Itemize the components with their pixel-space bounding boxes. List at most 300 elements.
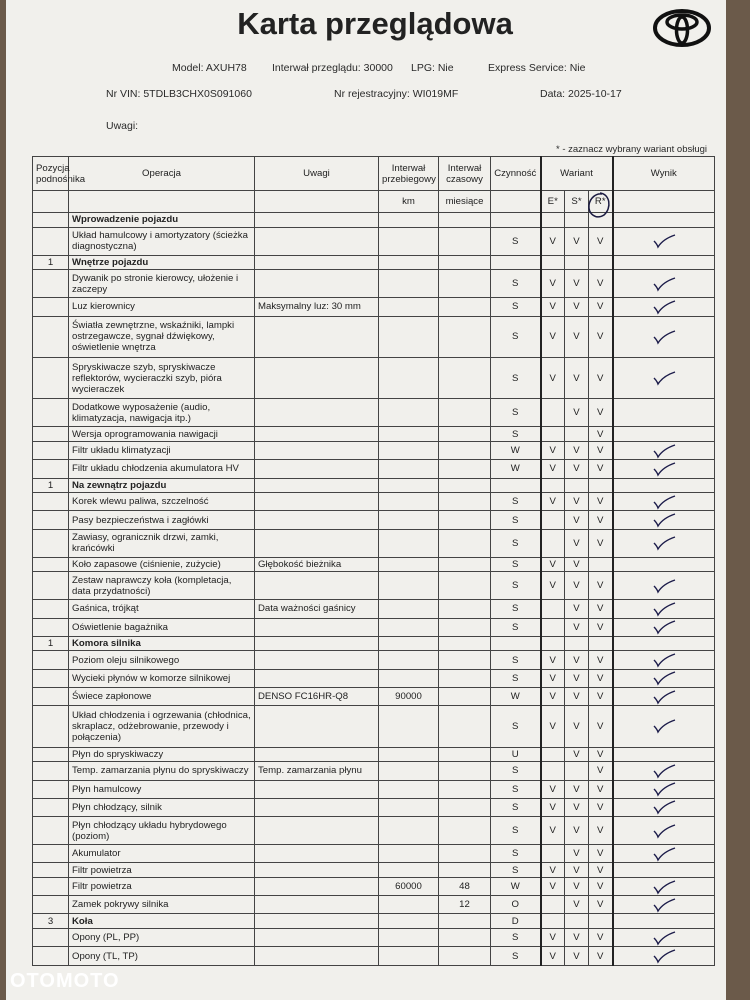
cell-result — [613, 687, 715, 705]
col-variant-s: S* — [565, 191, 589, 213]
cell-cz: S — [491, 316, 541, 357]
cell-cz — [491, 213, 541, 228]
cell-uw — [255, 460, 379, 478]
cell-op: Wprowadzenie pojazdu — [69, 213, 255, 228]
cell-r: V — [589, 427, 613, 442]
cell-e — [541, 213, 565, 228]
cell-result — [613, 651, 715, 669]
cell-cz: S — [491, 600, 541, 618]
cell-e: V — [541, 441, 565, 459]
toyota-logo-icon — [652, 8, 712, 48]
checkmark-icon — [651, 719, 677, 733]
table-row — [33, 493, 715, 511]
cell-e: V — [541, 298, 565, 316]
cell-pos — [33, 762, 69, 780]
cell-r — [589, 914, 613, 929]
cell-uw — [255, 929, 379, 947]
cell-r: V — [589, 399, 613, 427]
page-title: Karta przeglądowa — [237, 6, 513, 41]
cell-r: V — [589, 896, 613, 914]
cell-result — [613, 227, 715, 255]
cell-s — [565, 427, 589, 442]
remarks-label: Uwagi: — [106, 120, 139, 132]
cell-s — [565, 636, 589, 651]
cell-cz: S — [491, 270, 541, 298]
cell-cz: S — [491, 780, 541, 798]
cell-mc — [439, 270, 491, 298]
checkmark-icon — [651, 579, 677, 593]
cell-e: V — [541, 687, 565, 705]
cell-op: Wycieki płynów w komorze silnikowej — [69, 669, 255, 687]
cell-km — [379, 572, 439, 600]
cell-s: V — [565, 270, 589, 298]
table-row — [33, 227, 715, 255]
cell-cz: S — [491, 817, 541, 845]
checkmark-icon — [651, 931, 677, 945]
cell-e — [541, 478, 565, 493]
cell-km — [379, 780, 439, 798]
checkmark-icon — [651, 782, 677, 796]
cell-e: V — [541, 798, 565, 816]
cell-e: V — [541, 929, 565, 947]
cell-r: V — [589, 493, 613, 511]
cell-uw — [255, 845, 379, 863]
cell-uw — [255, 270, 379, 298]
cell-r: V — [589, 227, 613, 255]
table-row — [33, 618, 715, 636]
cell-op: Na zewnątrz pojazdu — [69, 478, 255, 493]
cell-mc — [439, 441, 491, 459]
cell-cz: S — [491, 399, 541, 427]
cell-e — [541, 762, 565, 780]
cell-e — [541, 255, 565, 270]
cell-s: V — [565, 618, 589, 636]
cell-cz: W — [491, 877, 541, 895]
cell-op: Układ hamulcowy i amortyzatory (ścieżka diagnostyczna) — [69, 227, 255, 255]
cell-s: V — [565, 947, 589, 966]
cell-uw — [255, 427, 379, 442]
cell-pos — [33, 227, 69, 255]
table-row — [33, 460, 715, 478]
cell-mc — [439, 557, 491, 572]
cell-e: V — [541, 817, 565, 845]
cell-result — [613, 557, 715, 572]
cell-pos — [33, 357, 69, 398]
cell-pos — [33, 651, 69, 669]
table-body — [33, 213, 715, 966]
cell-op: Światła zewnętrzne, wskaźniki, lampki ostrzegawcze, sygnał dźwiękowy, oświetlenie wnętrza — [69, 316, 255, 357]
cell-r: V — [589, 747, 613, 762]
cell-uw — [255, 441, 379, 459]
cell-r: V — [589, 441, 613, 459]
col-empty — [33, 191, 69, 213]
express-service-info: Express Service: Nie — [488, 62, 586, 74]
cell-r: V — [589, 669, 613, 687]
cell-r: V — [589, 947, 613, 966]
cell-km — [379, 427, 439, 442]
cell-r: V — [589, 863, 613, 878]
cell-pos — [33, 706, 69, 747]
cell-uw — [255, 817, 379, 845]
section-row — [33, 914, 715, 929]
cell-mc — [439, 478, 491, 493]
cell-cz: S — [491, 669, 541, 687]
cell-pos — [33, 511, 69, 529]
cell-uw — [255, 511, 379, 529]
cell-pos — [33, 529, 69, 557]
cell-result — [613, 316, 715, 357]
cell-result — [613, 817, 715, 845]
cell-cz: S — [491, 762, 541, 780]
cell-km — [379, 947, 439, 966]
cell-uw — [255, 914, 379, 929]
cell-cz: S — [491, 706, 541, 747]
cell-pos — [33, 817, 69, 845]
cell-cz: S — [491, 227, 541, 255]
section-row — [33, 478, 715, 493]
cell-r: V — [589, 706, 613, 747]
cell-e: V — [541, 947, 565, 966]
cell-km — [379, 636, 439, 651]
interval-info: Interwał przeglądu: 30000 — [272, 62, 393, 74]
table-row — [33, 600, 715, 618]
cell-km — [379, 493, 439, 511]
cell-result — [613, 600, 715, 618]
cell-uw — [255, 798, 379, 816]
cell-mc — [439, 427, 491, 442]
cell-km — [379, 460, 439, 478]
cell-e — [541, 427, 565, 442]
cell-cz: S — [491, 529, 541, 557]
table-row — [33, 817, 715, 845]
cell-op: Układ chłodzenia i ogrzewania (chłodnica, skraplacz, odżebrowanie, przewody i połączenia) — [69, 706, 255, 747]
cell-op: Spryskiwacze szyb, spryskiwacze reflektorów, wycieraczki szyb, pióra wycieraczek — [69, 357, 255, 398]
cell-e: V — [541, 669, 565, 687]
checkmark-icon — [651, 495, 677, 509]
cell-r: V — [589, 929, 613, 947]
cell-uw — [255, 529, 379, 557]
cell-op: Komora silnika — [69, 636, 255, 651]
cell-op: Filtr powietrza — [69, 877, 255, 895]
cell-uw: Maksymalny luz: 30 mm — [255, 298, 379, 316]
cell-op: Zestaw naprawczy koła (kompletacja, data przydatności) — [69, 572, 255, 600]
section-row — [33, 255, 715, 270]
cell-cz: S — [491, 511, 541, 529]
cell-op: Wnętrze pojazdu — [69, 255, 255, 270]
cell-s: V — [565, 747, 589, 762]
cell-mc — [439, 762, 491, 780]
cell-op: Dywanik po stronie kierowcy, ułożenie i zaczepy — [69, 270, 255, 298]
cell-cz: S — [491, 357, 541, 398]
table-row — [33, 441, 715, 459]
cell-r: V — [589, 460, 613, 478]
checkmark-icon — [651, 653, 677, 667]
cell-result — [613, 441, 715, 459]
cell-s: V — [565, 399, 589, 427]
cell-uw: Głębokość bieżnika — [255, 557, 379, 572]
table-row — [33, 929, 715, 947]
cell-cz — [491, 478, 541, 493]
cell-km — [379, 557, 439, 572]
cell-mc — [439, 529, 491, 557]
cell-r — [589, 255, 613, 270]
cell-e: V — [541, 316, 565, 357]
cell-s — [565, 478, 589, 493]
cell-pos — [33, 687, 69, 705]
cell-result — [613, 255, 715, 270]
cell-mc — [439, 780, 491, 798]
section-row — [33, 636, 715, 651]
col-empty — [613, 191, 715, 213]
cell-cz: S — [491, 845, 541, 863]
cell-r: V — [589, 298, 613, 316]
cell-km — [379, 255, 439, 270]
cell-pos — [33, 780, 69, 798]
cell-km — [379, 929, 439, 947]
col-action: Czynność — [491, 157, 541, 191]
cell-cz: S — [491, 298, 541, 316]
cell-r: V — [589, 687, 613, 705]
cell-km — [379, 762, 439, 780]
cell-mc — [439, 357, 491, 398]
cell-r: V — [589, 270, 613, 298]
cell-op: Luz kierownicy — [69, 298, 255, 316]
table-row — [33, 316, 715, 357]
cell-r: V — [589, 845, 613, 863]
checkmark-icon — [651, 800, 677, 814]
cell-cz: S — [491, 651, 541, 669]
cell-mc — [439, 213, 491, 228]
cell-s: V — [565, 511, 589, 529]
cell-km: 60000 — [379, 877, 439, 895]
cell-result — [613, 914, 715, 929]
checkmark-icon — [651, 690, 677, 704]
cell-result — [613, 706, 715, 747]
cell-mc — [439, 316, 491, 357]
lpg-info: LPG: Nie — [411, 62, 454, 74]
col-km: km — [379, 191, 439, 213]
table-row — [33, 762, 715, 780]
cell-km — [379, 914, 439, 929]
checkmark-icon — [651, 444, 677, 458]
cell-r: V — [589, 798, 613, 816]
cell-km — [379, 651, 439, 669]
cell-pos — [33, 399, 69, 427]
cell-cz: S — [491, 863, 541, 878]
cell-km — [379, 316, 439, 357]
cell-mc — [439, 687, 491, 705]
cell-cz: W — [491, 460, 541, 478]
checkmark-icon — [651, 764, 677, 778]
cell-pos — [33, 427, 69, 442]
cell-mc: 48 — [439, 877, 491, 895]
checkmark-icon — [651, 671, 677, 685]
checkmark-icon — [651, 277, 677, 291]
cell-uw — [255, 780, 379, 798]
checkmark-icon — [651, 513, 677, 527]
cell-r: V — [589, 780, 613, 798]
cell-e — [541, 896, 565, 914]
cell-s: V — [565, 557, 589, 572]
cell-pos — [33, 877, 69, 895]
cell-cz — [491, 636, 541, 651]
cell-mc — [439, 929, 491, 947]
cell-uw — [255, 478, 379, 493]
cell-op: Zamek pokrywy silnika — [69, 896, 255, 914]
table-row — [33, 427, 715, 442]
cell-s: V — [565, 896, 589, 914]
table-row — [33, 863, 715, 878]
cell-uw — [255, 572, 379, 600]
date-info: Data: 2025-10-17 — [540, 88, 622, 100]
cell-km — [379, 298, 439, 316]
cell-result — [613, 298, 715, 316]
cell-result — [613, 399, 715, 427]
cell-mc — [439, 493, 491, 511]
cell-km — [379, 706, 439, 747]
cell-r: V — [589, 529, 613, 557]
cell-op: Filtr układu klimatyzacji — [69, 441, 255, 459]
cell-op: Opony (TL, TP) — [69, 947, 255, 966]
cell-result — [613, 798, 715, 816]
cell-r — [589, 557, 613, 572]
cell-km — [379, 817, 439, 845]
cell-r — [589, 478, 613, 493]
cell-s — [565, 914, 589, 929]
cell-pos: 1 — [33, 255, 69, 270]
cell-s: V — [565, 863, 589, 878]
cell-cz: S — [491, 572, 541, 600]
cell-e: V — [541, 572, 565, 600]
cell-e — [541, 399, 565, 427]
cell-e: V — [541, 780, 565, 798]
cell-km — [379, 845, 439, 863]
col-variant-r: R* — [589, 191, 613, 213]
table-row — [33, 877, 715, 895]
cell-s: V — [565, 845, 589, 863]
cell-e: V — [541, 557, 565, 572]
cell-r: V — [589, 877, 613, 895]
table-row — [33, 651, 715, 669]
cell-mc — [439, 914, 491, 929]
checkmark-icon — [651, 234, 677, 248]
cell-pos — [33, 441, 69, 459]
cell-s: V — [565, 877, 589, 895]
cell-s: V — [565, 441, 589, 459]
cell-mc — [439, 845, 491, 863]
checkmark-icon — [651, 462, 677, 476]
cell-r: V — [589, 817, 613, 845]
cell-s: V — [565, 357, 589, 398]
cell-e — [541, 747, 565, 762]
cell-result — [613, 929, 715, 947]
cell-pos — [33, 600, 69, 618]
cell-e: V — [541, 706, 565, 747]
cell-op: Świece zapłonowe — [69, 687, 255, 705]
cell-pos — [33, 213, 69, 228]
cell-pos — [33, 747, 69, 762]
table-row — [33, 529, 715, 557]
cell-km — [379, 896, 439, 914]
cell-s: V — [565, 817, 589, 845]
cell-result — [613, 618, 715, 636]
cell-result — [613, 427, 715, 442]
cell-op: Płyn chłodzący, silnik — [69, 798, 255, 816]
cell-uw — [255, 863, 379, 878]
cell-s — [565, 762, 589, 780]
checkmark-icon — [651, 371, 677, 385]
cell-mc — [439, 511, 491, 529]
cell-mc — [439, 863, 491, 878]
cell-op: Koła — [69, 914, 255, 929]
cell-pos — [33, 493, 69, 511]
cell-result — [613, 572, 715, 600]
cell-uw — [255, 227, 379, 255]
cell-r: V — [589, 651, 613, 669]
cell-op: Wersja oprogramowania nawigacji — [69, 427, 255, 442]
cell-op: Poziom oleju silnikowego — [69, 651, 255, 669]
cell-result — [613, 270, 715, 298]
cell-pos: 3 — [33, 914, 69, 929]
table-row — [33, 399, 715, 427]
cell-cz: W — [491, 441, 541, 459]
checkmark-icon — [651, 880, 677, 894]
cell-pos — [33, 460, 69, 478]
cell-uw — [255, 877, 379, 895]
cell-mc — [439, 572, 491, 600]
table-row — [33, 780, 715, 798]
cell-uw: Data ważności gaśnicy — [255, 600, 379, 618]
cell-op: Dodatkowe wyposażenie (audio, klimatyzacja, nawigacja itp.) — [69, 399, 255, 427]
cell-pos — [33, 845, 69, 863]
cell-result — [613, 493, 715, 511]
col-position: Pozycja podnośnika — [33, 157, 69, 191]
cell-uw — [255, 357, 379, 398]
cell-km: 90000 — [379, 687, 439, 705]
col-empty — [255, 191, 379, 213]
cell-pos — [33, 557, 69, 572]
cell-op: Opony (PL, PP) — [69, 929, 255, 947]
table-row — [33, 706, 715, 747]
cell-mc — [439, 947, 491, 966]
col-operation: Operacja — [69, 157, 255, 191]
cell-e: V — [541, 493, 565, 511]
cell-mc — [439, 669, 491, 687]
cell-result — [613, 636, 715, 651]
cell-km — [379, 441, 439, 459]
cell-e — [541, 600, 565, 618]
inspection-table — [32, 156, 715, 966]
table-row — [33, 845, 715, 863]
table-row — [33, 687, 715, 705]
checkmark-icon — [651, 602, 677, 616]
checkmark-icon — [651, 898, 677, 912]
cell-km — [379, 529, 439, 557]
cell-mc — [439, 618, 491, 636]
cell-s: V — [565, 929, 589, 947]
cell-km — [379, 600, 439, 618]
cell-uw — [255, 747, 379, 762]
cell-mc — [439, 636, 491, 651]
col-empty — [491, 191, 541, 213]
cell-mc: 12 — [439, 896, 491, 914]
col-interval-km: Interwał przebiegowy — [379, 157, 439, 191]
cell-km — [379, 798, 439, 816]
cell-s: V — [565, 493, 589, 511]
cell-e — [541, 529, 565, 557]
cell-result — [613, 460, 715, 478]
checkmark-icon — [651, 536, 677, 550]
